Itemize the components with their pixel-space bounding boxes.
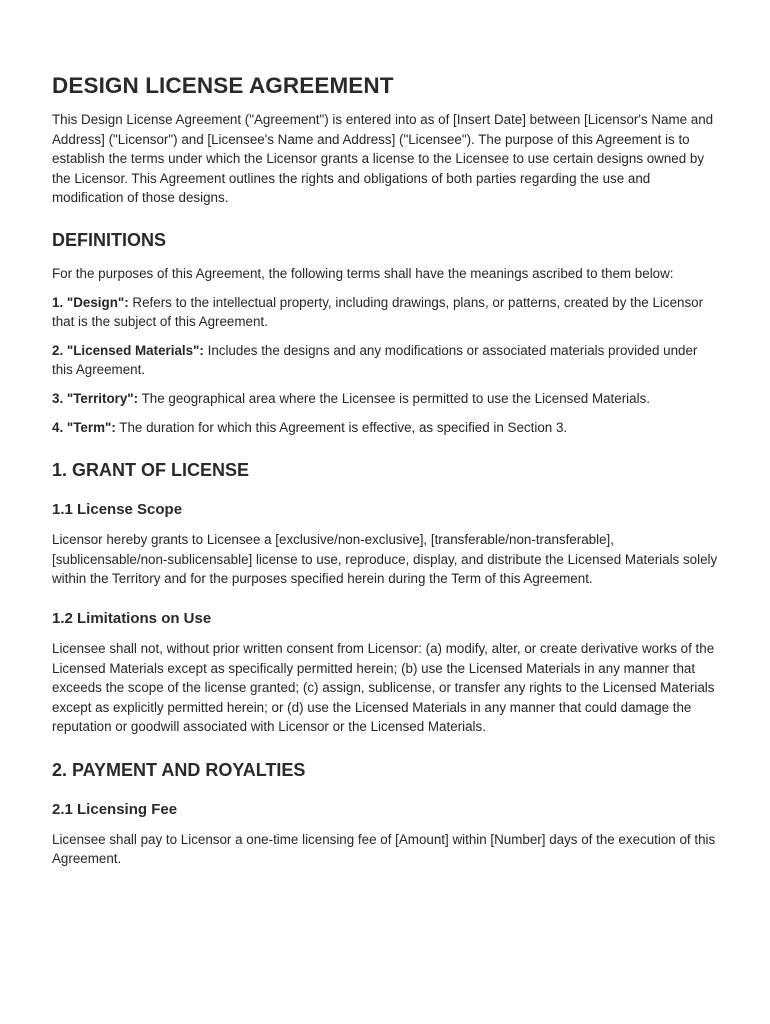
definitions-intro: For the purposes of this Agreement, the following terms shall have the meanings ascribed to them below:: [52, 265, 674, 281]
definition-item: [52, 418, 718, 438]
licensing-fee-heading: 2.1 Licensing Fee: [52, 800, 178, 818]
limitations-text: Licensee shall not, without prior written consent from Licensor: (a) modify, alter, or create derivative works of the Licensed Materials except as specifically permitted herein; (b) use the Licensed Materials in any manner that exceeds the scope of the license granted; (c) assign, sublicense, or transfer any rights to the Licensed Materials except as explicitly permitted herein; or (d) use the Licensed Materials in any manner that could damage the reputation or goodwill associated with Licensor or the Licensed Materials.: [52, 640, 715, 735]
definition-text: Includes the designs and any modifications or associated materials provided under this Agreement.: [52, 342, 698, 378]
definition-text: The duration for which this Agreement is effective, as specified in Section 3.: [115, 419, 568, 435]
payment-heading: 2. PAYMENT AND ROYALTIES: [52, 759, 306, 780]
definitions-heading: DEFINITIONS: [52, 229, 167, 250]
intro-paragraph: This Design License Agreement ("Agreement") is entered into as of [Insert Date] between [Licensor's Name and Address] ("Licensor") and [Licensee's Name and Address] ("Licensee"). The purpose of this Agreement is to establish the terms under which the Licensor grants a license to the Licensee to use certain designs owned by the Licensor. This Agreement outlines the rights and obligations of both parties regarding the use and modification of those designs.: [52, 112, 714, 206]
license-scope-heading: 1.1 License Scope: [52, 501, 183, 519]
definition-term: 2. "Licensed Materials":: [52, 342, 204, 358]
licensing-fee-text: Licensee shall pay to Licensor a one-time licensing fee of [Amount] within [Number] days of the execution of this Agreement.: [52, 831, 716, 867]
definition-term: 4. "Term":: [52, 419, 116, 435]
definition-term: 3. "Territory":: [52, 390, 139, 406]
grant-of-license-heading: 1. GRANT OF LICENSE: [52, 460, 250, 481]
definition-item: [52, 293, 718, 332]
license-scope-text: Licensor hereby grants to Licensee a [exclusive/non-exclusive], [transferable/non-transferable], [sublicensable/non-sublicensable] license to use, reproduce, display, and distribute the Licensed Materials solely within the Territory and for the purposes specified herein during the Term of this Agreement.: [52, 532, 718, 587]
definition-item: [52, 341, 718, 380]
definition-item: [52, 389, 718, 409]
document-title: DESIGN LICENSE AGREEMENT: [52, 73, 394, 98]
limitations-heading: 1.2 Limitations on Use: [52, 609, 212, 627]
definition-text: Refers to the intellectual property, including drawings, plans, or patterns, created by the Licensor that is the subject of this Agreement.: [52, 294, 704, 330]
definition-term: 1. "Design":: [52, 294, 129, 310]
definition-text: The geographical area where the Licensee is permitted to use the Licensed Materials.: [138, 390, 650, 406]
